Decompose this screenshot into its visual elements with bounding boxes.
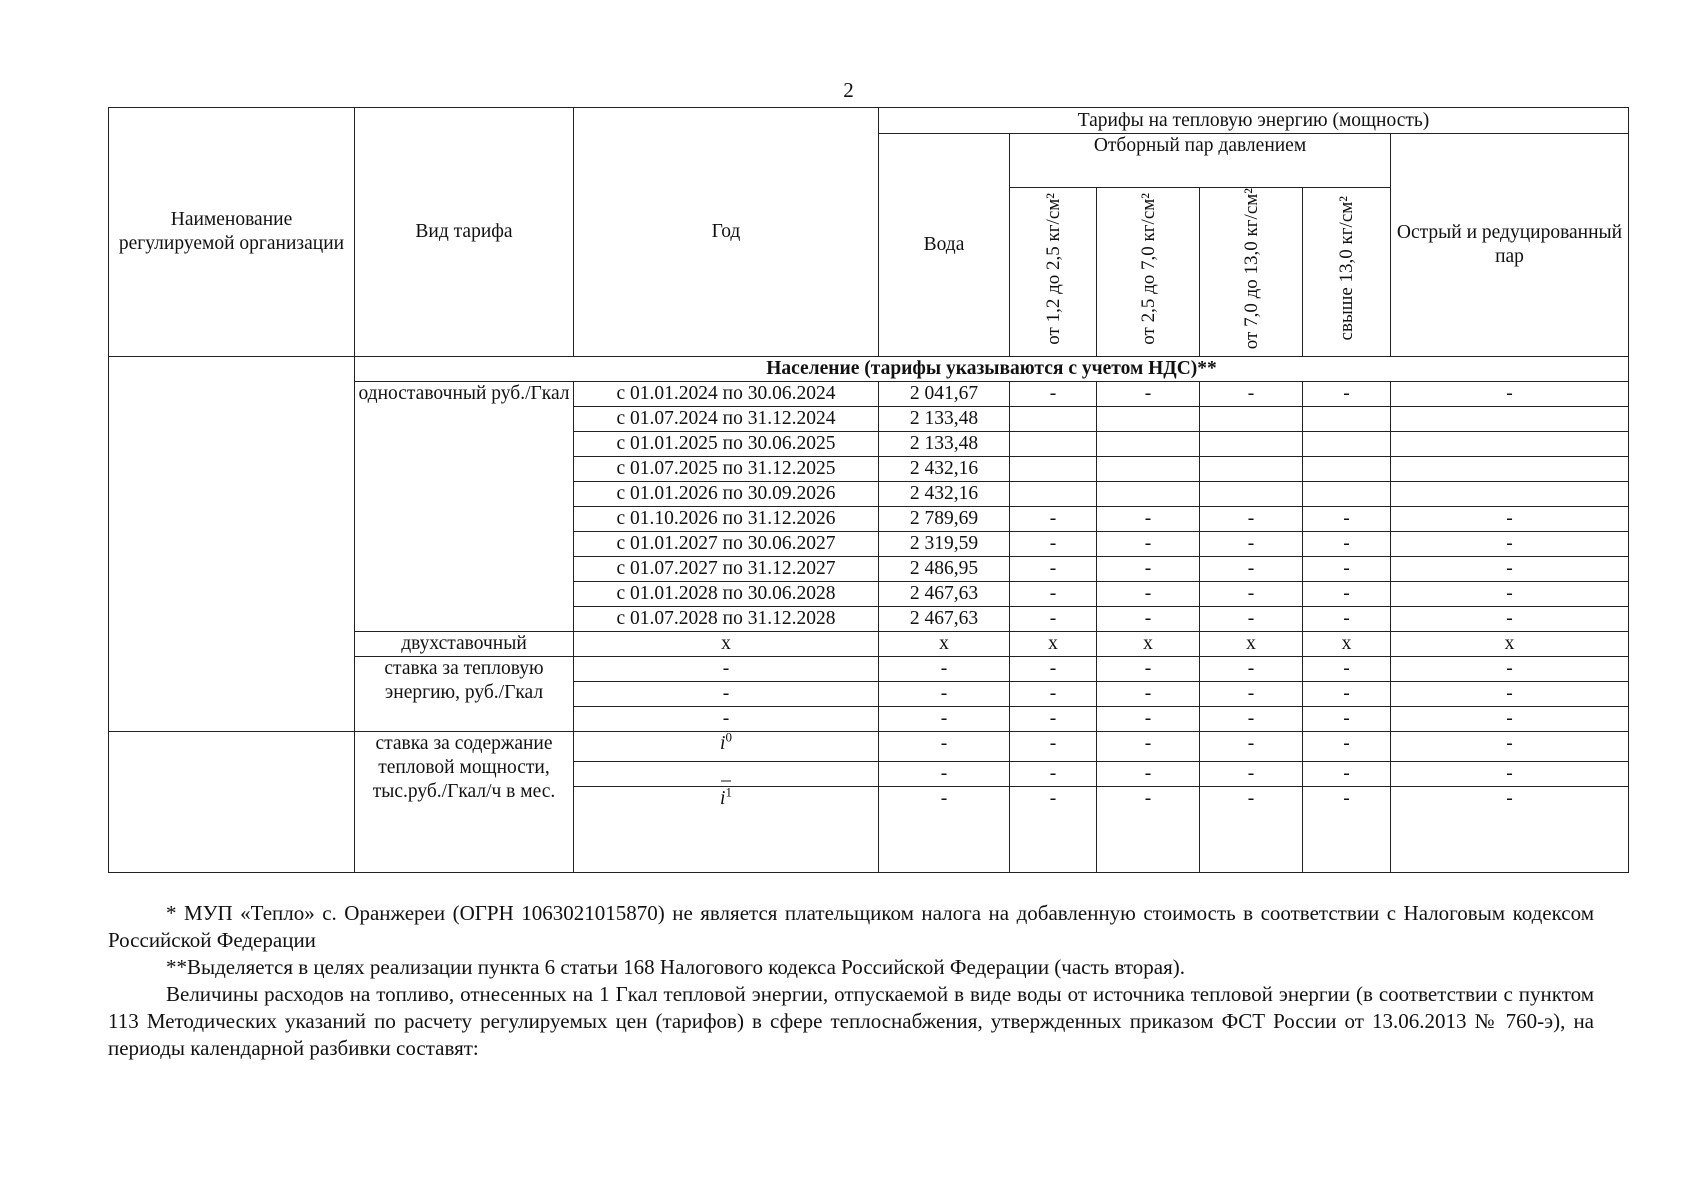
value-cell-s3: - — [1200, 762, 1303, 787]
value-cell-sharp: - — [1391, 787, 1629, 873]
section-title: Население (тарифы указываются с учетом НДС)** — [355, 357, 1629, 382]
value-cell-water: 2 133,48 — [879, 432, 1010, 457]
value-cell-s2: - — [1097, 787, 1200, 873]
value-cell-water: 2 467,63 — [879, 607, 1010, 632]
value-cell-water: 2 432,16 — [879, 457, 1010, 482]
period-cell: с 01.01.2024 по 30.06.2024 — [574, 382, 879, 407]
value-cell-s4: - — [1303, 682, 1391, 707]
header-steam-4: свыше 13,0 кг/см² — [1303, 188, 1391, 357]
table-row — [109, 732, 1629, 762]
page-number: 2 — [843, 78, 854, 102]
value-cell-s4 — [1303, 457, 1391, 482]
value-cell-sharp — [1391, 432, 1629, 457]
value-cell-s1 — [1010, 407, 1097, 432]
value-cell-s4: - — [1303, 557, 1391, 582]
value-cell-s4: - — [1303, 657, 1391, 682]
capacity-rate-label: ставка за содержание тепловой мощности, тыс.руб./Гкал/ч в мес. — [355, 732, 574, 873]
period-cell — [574, 784, 879, 873]
energy-rate-label: ставка за тепловую энергию, руб./Гкал — [355, 657, 574, 732]
value-cell-s3: - — [1200, 557, 1303, 582]
value-cell-sharp: - — [1391, 762, 1629, 787]
header-water: Вода — [879, 134, 1010, 357]
value-cell-s4: - — [1303, 787, 1391, 873]
value-cell-s3 — [1200, 407, 1303, 432]
value-cell-s1: - — [1010, 787, 1097, 873]
single-rate-label: одноставочный руб./Гкал — [355, 382, 574, 632]
value-cell-sharp: - — [1391, 657, 1629, 682]
value-cell-s2: - — [1097, 707, 1200, 732]
value-cell-s4: - — [1303, 707, 1391, 732]
value-cell-s3: - — [1200, 707, 1303, 732]
year-variable: i — [720, 788, 726, 810]
value-cell-s2 — [1097, 457, 1200, 482]
header-steam-group: Отборный пар давлением — [1010, 134, 1391, 188]
period-cell: с 01.07.2024 по 31.12.2024 — [574, 407, 879, 432]
value-cell-s3: - — [1200, 682, 1303, 707]
header-org: Наименование регулируемой организации — [109, 108, 355, 357]
period-cell: x — [574, 632, 879, 657]
org-cell-2 — [109, 732, 355, 873]
value-cell-s1: - — [1010, 557, 1097, 582]
value-cell-water: 2 319,59 — [879, 532, 1010, 557]
value-cell-s1 — [1010, 482, 1097, 507]
value-cell-s3: x — [1200, 632, 1303, 657]
value-cell-s3: - — [1200, 732, 1303, 762]
value-cell-s2 — [1097, 482, 1200, 507]
value-cell-s1 — [1010, 457, 1097, 482]
value-cell-sharp: - — [1391, 707, 1629, 732]
header-steam-1: от 1,2 до 2,5 кг/см² — [1010, 188, 1097, 357]
value-cell-s1: - — [1010, 657, 1097, 682]
value-cell-s4: - — [1303, 507, 1391, 532]
value-cell-water: - — [879, 682, 1010, 707]
value-cell-s3 — [1200, 457, 1303, 482]
value-cell-water: 2 467,63 — [879, 582, 1010, 607]
org-cell — [109, 357, 355, 732]
value-cell-s3: - — [1200, 787, 1303, 873]
period-cell: с 01.01.2026 по 30.09.2026 — [574, 482, 879, 507]
value-cell-water: 2 432,16 — [879, 482, 1010, 507]
value-cell-s3 — [1200, 482, 1303, 507]
value-cell-s2: - — [1097, 682, 1200, 707]
value-cell-water: - — [879, 762, 1010, 787]
period-cell — [574, 762, 879, 787]
note-fuel-costs: Величины расходов на топливо, отнесенных на 1 Гкал тепловой энергии, отпускаемой в виде воды от источника тепловой энергии (в соответствии с пунктом 113 Методических указаний по расчету регулируемых цен (тарифов) в сфере теплоснабжения, утвержденных приказом ФСТ России от 13.06.2013 № 760-э), на периоды календарной разбивки составят: — [108, 982, 1594, 1060]
value-cell-sharp — [1391, 482, 1629, 507]
period-cell: - — [574, 707, 879, 732]
value-cell-s1: - — [1010, 707, 1097, 732]
header-sharp-steam: Острый и редуцированный пар — [1391, 134, 1629, 357]
value-cell-water: 2 789,69 — [879, 507, 1010, 532]
value-cell-s2: - — [1097, 557, 1200, 582]
year-variable-index: 0 — [725, 729, 732, 745]
value-cell-water: 2 486,95 — [879, 557, 1010, 582]
value-cell-water: - — [879, 787, 1010, 873]
period-cell: с 01.07.2027 по 31.12.2027 — [574, 557, 879, 582]
year-variable: i — [720, 733, 726, 755]
value-cell-s1 — [1010, 432, 1097, 457]
period-cell: с 01.01.2028 по 30.06.2028 — [574, 582, 879, 607]
value-cell-sharp: - — [1391, 607, 1629, 632]
value-cell-s2: - — [1097, 762, 1200, 787]
year-variable: _ — [721, 763, 731, 785]
period-cell: - — [574, 657, 879, 682]
value-cell-s4: - — [1303, 382, 1391, 407]
value-cell-s4 — [1303, 407, 1391, 432]
value-cell-s2: - — [1097, 607, 1200, 632]
period-cell: с 01.01.2025 по 30.06.2025 — [574, 432, 879, 457]
header-steam-2: от 2,5 до 7,0 кг/см² — [1097, 188, 1200, 357]
note-vat: * МУП «Тепло» с. Оранжереи (ОГРН 1063021015870) не является плательщиком налога на добавленную стоимость в соответствии с Налоговым кодексом Российской Федерации — [108, 901, 1594, 952]
two-rate-label: двухставочный — [355, 632, 574, 657]
value-cell-s1: - — [1010, 507, 1097, 532]
value-cell-s3: - — [1200, 507, 1303, 532]
period-cell: - — [574, 682, 879, 707]
value-cell-s3: - — [1200, 582, 1303, 607]
value-cell-s2: - — [1097, 532, 1200, 557]
value-cell-sharp — [1391, 457, 1629, 482]
value-cell-water: - — [879, 707, 1010, 732]
value-cell-s2: - — [1097, 582, 1200, 607]
header-tariff-type: Вид тарифа — [355, 108, 574, 357]
value-cell-sharp: x — [1391, 632, 1629, 657]
value-cell-s1: - — [1010, 532, 1097, 557]
value-cell-sharp: - — [1391, 582, 1629, 607]
value-cell-s1: - — [1010, 682, 1097, 707]
value-cell-s3: - — [1200, 382, 1303, 407]
value-cell-s4 — [1303, 432, 1391, 457]
value-cell-sharp: - — [1391, 732, 1629, 762]
period-cell: с 01.01.2027 по 30.06.2027 — [574, 532, 879, 557]
value-cell-s2: - — [1097, 507, 1200, 532]
header-group: Тарифы на тепловую энергию (мощность) — [879, 108, 1629, 134]
value-cell-s1: - — [1010, 732, 1097, 762]
value-cell-water: x — [879, 632, 1010, 657]
period-cell: с 01.10.2026 по 31.12.2026 — [574, 507, 879, 532]
value-cell-s2: - — [1097, 657, 1200, 682]
value-cell-s1: - — [1010, 582, 1097, 607]
value-cell-s3: - — [1200, 657, 1303, 682]
header-year: Год — [574, 108, 879, 357]
value-cell-s4: - — [1303, 732, 1391, 762]
tariff-table — [108, 107, 1629, 873]
value-cell-s3: - — [1200, 532, 1303, 557]
value-cell-s4: - — [1303, 607, 1391, 632]
value-cell-s3: - — [1200, 607, 1303, 632]
value-cell-s2 — [1097, 407, 1200, 432]
value-cell-sharp: - — [1391, 382, 1629, 407]
period-cell: с 01.07.2028 по 31.12.2028 — [574, 607, 879, 632]
value-cell-sharp: - — [1391, 682, 1629, 707]
value-cell-water: 2 133,48 — [879, 407, 1010, 432]
value-cell-sharp — [1391, 407, 1629, 432]
value-cell-s4: - — [1303, 762, 1391, 787]
period-cell: с 01.07.2025 по 31.12.2025 — [574, 457, 879, 482]
value-cell-water: - — [879, 657, 1010, 682]
value-cell-s1: - — [1010, 382, 1097, 407]
note-tax-code: **Выделяется в целях реализации пункта 6 статьи 168 Налогового кодекса Российской Федерации (часть вторая). — [166, 955, 1186, 979]
value-cell-sharp: - — [1391, 557, 1629, 582]
value-cell-sharp: - — [1391, 532, 1629, 557]
value-cell-s2: x — [1097, 632, 1200, 657]
value-cell-water: 2 041,67 — [879, 382, 1010, 407]
value-cell-s4: - — [1303, 582, 1391, 607]
value-cell-s1: - — [1010, 762, 1097, 787]
notes — [108, 900, 1594, 1062]
value-cell-s4: x — [1303, 632, 1391, 657]
value-cell-water: - — [879, 732, 1010, 762]
value-cell-s1: - — [1010, 607, 1097, 632]
value-cell-s2: - — [1097, 732, 1200, 762]
value-cell-s4 — [1303, 482, 1391, 507]
value-cell-s2 — [1097, 432, 1200, 457]
value-cell-s2: - — [1097, 382, 1200, 407]
value-cell-s4: - — [1303, 532, 1391, 557]
header-steam-3: от 7,0 до 13,0 кг/см² — [1200, 188, 1303, 357]
value-cell-s1: x — [1010, 632, 1097, 657]
value-cell-s3 — [1200, 432, 1303, 457]
year-variable-index: 1 — [725, 784, 732, 800]
period-cell — [574, 729, 879, 762]
value-cell-sharp: - — [1391, 507, 1629, 532]
